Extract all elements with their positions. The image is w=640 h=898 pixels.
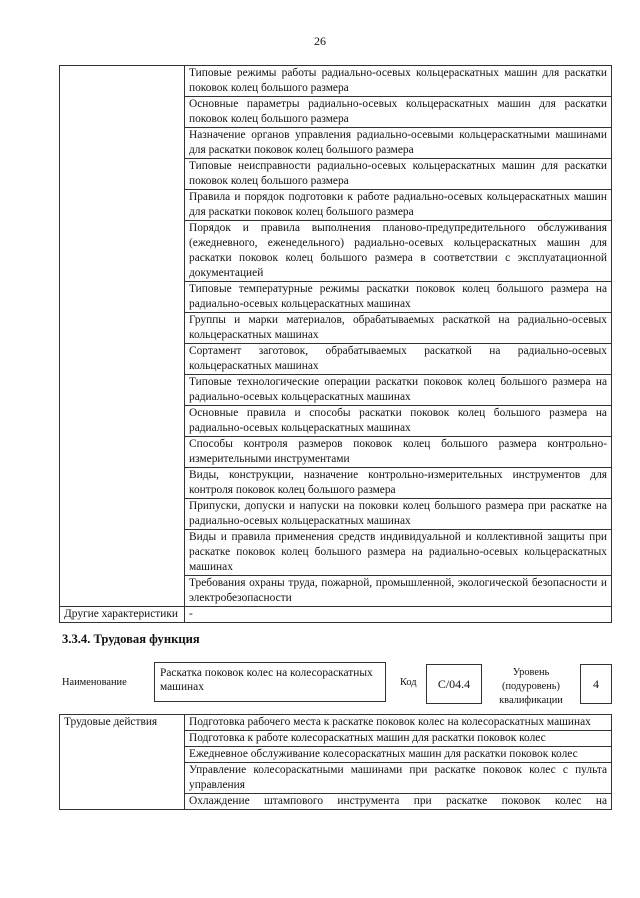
labor-action-item: Охлаждение штампового инструмента при раскатке поковок колес на — [185, 794, 612, 810]
knowledge-item: Основные правила и способы раскатки поковок колец большого размера на радиально-осевых кольцераскатных машинах — [185, 406, 612, 437]
labor-action-item: Ежедневное обслуживание колесораскатных машин для раскатки поковок колес — [185, 747, 612, 763]
knowledge-item: Типовые неисправности радиально-осевых кольцераскатных машин для раскатки поковок колец большого размера — [185, 159, 612, 190]
knowledge-item: Типовые режимы работы радиально-осевых кольцераскатных машин для раскатки поковок колец большого размера — [185, 66, 612, 97]
labor-action-item: Подготовка рабочего места к раскатке поковок колес на колесораскатных машинах — [185, 715, 612, 731]
knowledge-item: Виды и правила применения средств индивидуальной и коллективной защиты при раскатке поковок колец большого размера на радиально-осевых кольцераскатных машинах — [185, 530, 612, 576]
knowledge-item: Виды, конструкции, назначение контрольно-измерительных инструментов для контроля поковок колец большого размера — [185, 468, 612, 499]
section-heading: 3.3.4. Трудовая функция — [62, 632, 200, 646]
knowledge-item: Группы и марки материалов, обрабатываемых раскаткой на радиально-осевых кольцераскатных машинах — [185, 313, 612, 344]
knowledge-item: Основные параметры радиально-осевых кольцераскатных машин для раскатки поковок колец большого размера — [185, 97, 612, 128]
name-value-box — [154, 662, 386, 702]
knowledge-item: Порядок и правила выполнения планово-предупредительного обслуживания (ежедневного, еженедельного) радиально-осевых кольцераскатных машин для раскатки поковок колец большого размера в соответствии с эксплуатационной документацией — [185, 221, 612, 282]
table-row — [60, 66, 612, 97]
knowledge-item: Способы контроля размеров поковок колец большого размера контрольно-измерительными инструментами — [185, 437, 612, 468]
row-label-cell — [60, 66, 185, 607]
code-label: Код — [400, 677, 417, 688]
labor-action-item: Управление колесораскатными машинами при раскатке поковок колес с пульта управления — [185, 763, 612, 794]
page-number: 26 — [314, 34, 326, 48]
qualification-level-box — [580, 664, 612, 704]
table-row — [60, 607, 612, 623]
table-row — [60, 715, 612, 731]
knowledge-item: Требования охраны труда, пожарной, промышленной, экологической безопасности и электробезопасности — [185, 576, 612, 607]
qualification-level-label: Уровень (подуровень) квалификации — [499, 667, 563, 706]
knowledge-item: Назначение органов управления радиально-осевыми кольцераскатными машинами для раскатки поковок колец большого размера — [185, 128, 612, 159]
qualification-level-value: 4 — [593, 676, 599, 691]
labor-action-item: Подготовка к работе колесораскатных машин для раскатки поковок колес — [185, 731, 612, 747]
other-characteristics-label: Другие характеристики — [60, 607, 185, 623]
code-value-box — [426, 664, 482, 704]
knowledge-item: Припуски, допуски и напуски на поковки колец большого размера при раскатке на радиально-осевых кольцераскатных машинах — [185, 499, 612, 530]
knowledge-item: Сортамент заготовок, обрабатываемых раскаткой на радиально-осевых кольцераскатных машинах — [185, 344, 612, 375]
code-value: C/04.4 — [437, 676, 471, 691]
name-value: Раскатка поковок колес на колесораскатных машинах — [160, 667, 373, 693]
name-label: Наименование — [62, 677, 127, 688]
labor-actions-table — [59, 714, 612, 810]
labor-actions-label: Трудовые действия — [60, 715, 185, 810]
knowledge-table — [59, 65, 612, 623]
knowledge-item: Типовые температурные режимы раскатки поковок колец большого размера на радиально-осевых кольцераскатных машинах — [185, 282, 612, 313]
knowledge-item: Типовые технологические операции раскатки поковок колец большого размера на радиально-осевых кольцераскатных машинах — [185, 375, 612, 406]
other-characteristics-value: - — [185, 607, 612, 623]
knowledge-item: Правила и порядок подготовки к работе радиально-осевых кольцераскатных машин для раскатки поковок колец большого размера — [185, 190, 612, 221]
